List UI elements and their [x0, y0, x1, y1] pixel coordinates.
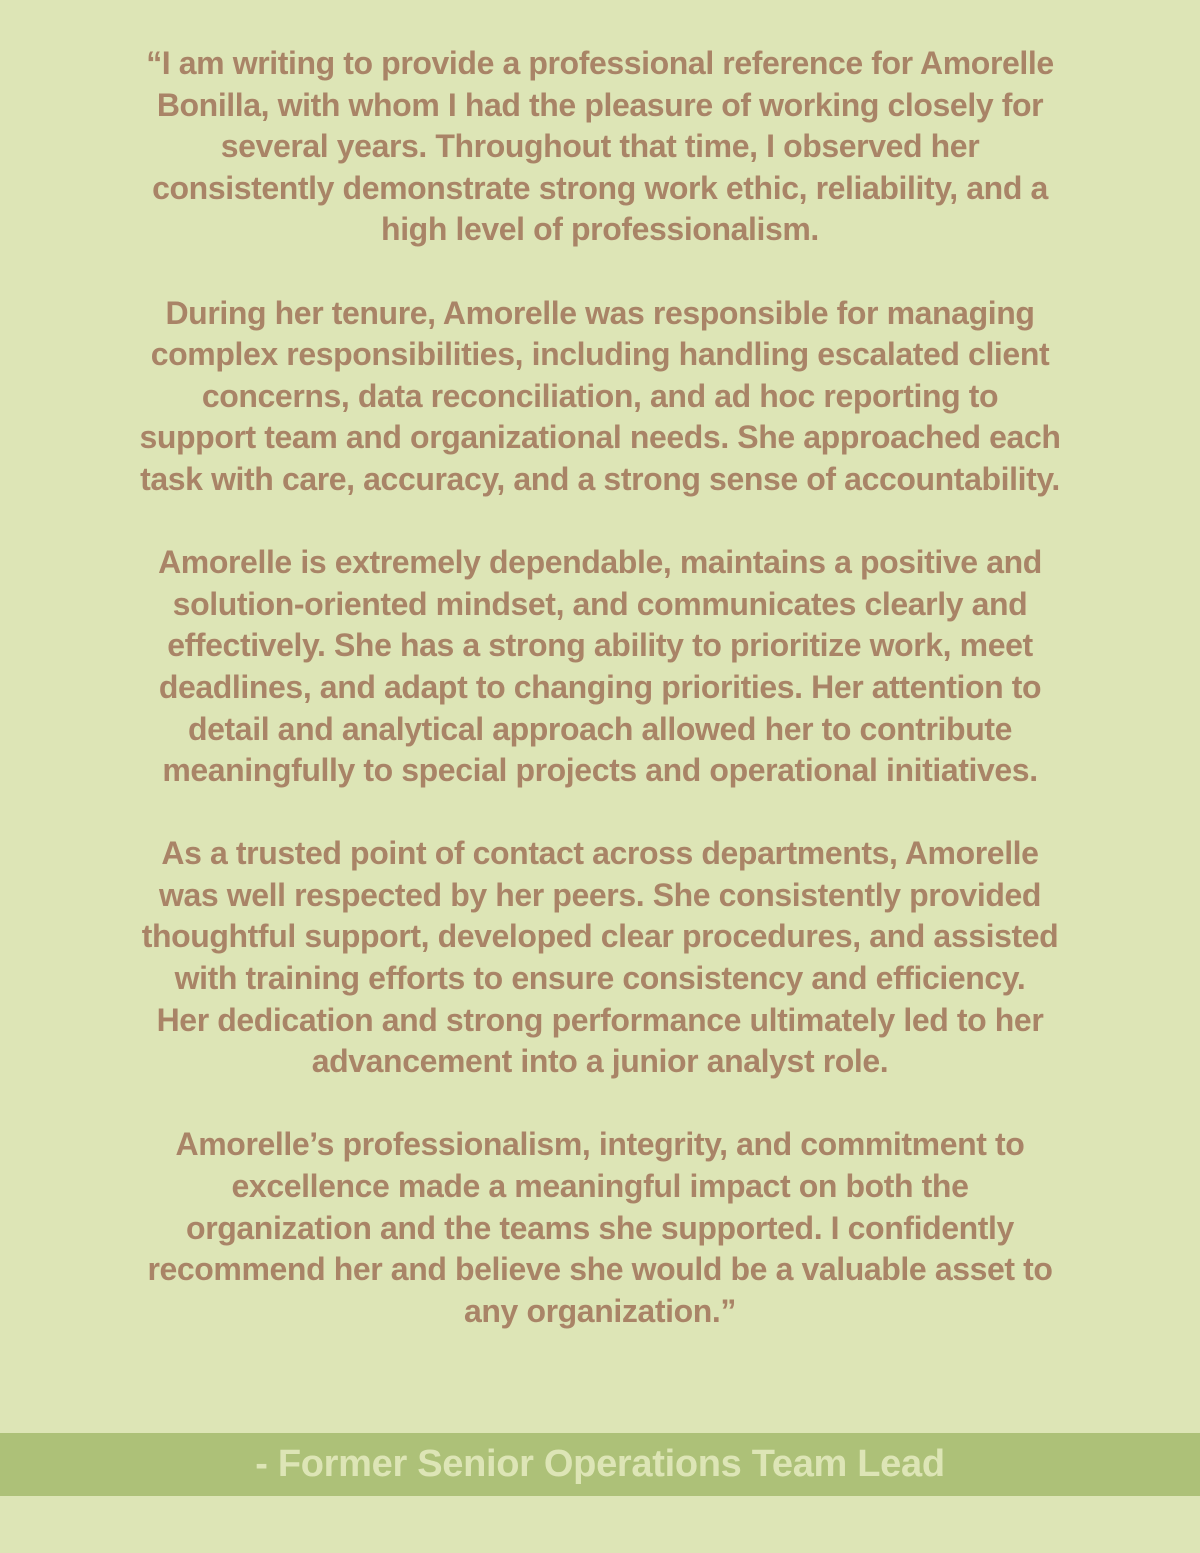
text-line: detail and analytical approach allowed her to contribute	[188, 710, 1012, 747]
text-line: consistently demonstrate strong work ethic, reliability, and a	[152, 169, 1048, 206]
text-line: concerns, data reconciliation, and ad hoc reporting to	[201, 377, 999, 414]
text-line: As a trusted point of contact across departments, Amorelle	[161, 835, 1039, 872]
text-line: effectively. She has a strong ability to prioritize work, meet	[167, 627, 1033, 664]
text-line: recommend her and believe she would be a valuable asset to	[147, 1251, 1053, 1288]
paragraph	[0, 833, 1200, 1083]
paragraph	[0, 293, 1200, 501]
text-line: any organization.”	[464, 1292, 736, 1329]
paragraph	[0, 43, 1200, 251]
text-line: with training efforts to ensure consistency and efficiency.	[174, 960, 1026, 997]
text-line: solution-oriented mindset, and communicates clearly and	[172, 585, 1028, 622]
text-line: deadlines, and adapt to changing priorities. Her attention to	[158, 668, 1042, 705]
text-line: Bonilla, with whom I had the pleasure of working closely for	[156, 86, 1044, 123]
text-line: advancement into a junior analyst role.	[311, 1043, 889, 1080]
attribution-text: - Former Senior Operations Team Lead	[255, 1443, 945, 1485]
text-line: excellence made a meaningful impact on both the	[231, 1168, 969, 1205]
attribution-band	[0, 1433, 1200, 1496]
paragraph	[0, 542, 1200, 792]
paragraph	[0, 1124, 1200, 1332]
text-line: task with care, accuracy, and a strong sense of accountability.	[140, 460, 1060, 497]
text-line: several years. Throughout that time, I observed her	[220, 128, 980, 165]
text-line: Her dedication and strong performance ultimately led to her	[156, 1001, 1044, 1038]
text-line: “I am writing to provide a professional reference for Amorelle	[146, 45, 1054, 81]
text-line: meaningfully to special projects and operational initiatives.	[162, 752, 1038, 789]
text-line: During her tenure, Amorelle was responsible for managing	[165, 294, 1035, 331]
text-line: support team and organizational needs. She approached each	[139, 419, 1061, 456]
reference-quote	[0, 43, 1200, 1374]
text-line: thoughtful support, developed clear procedures, and assisted	[141, 918, 1059, 955]
text-line: Amorelle’s professionalism, integrity, and commitment to	[175, 1126, 1025, 1163]
text-line: organization and the teams she supported. I confidently	[186, 1209, 1014, 1246]
text-line: was well respected by her peers. She consistently provided	[158, 876, 1042, 913]
text-line: high level of professionalism.	[381, 211, 819, 248]
text-line: complex responsibilities, including handling escalated client	[150, 336, 1050, 373]
text-line: Amorelle is extremely dependable, maintains a positive and	[158, 544, 1042, 581]
